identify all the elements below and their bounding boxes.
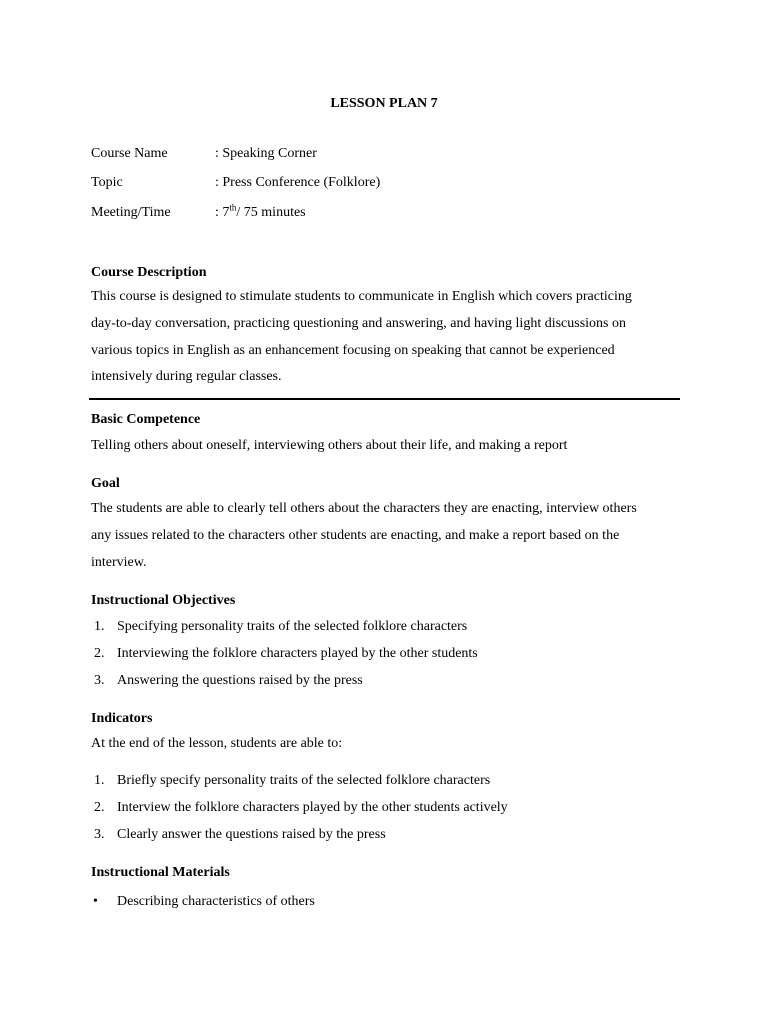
- list-item-text: Interviewing the folklore characters played by the other students: [117, 646, 478, 661]
- list-number: 1.: [94, 772, 105, 788]
- list-item: [91, 667, 681, 694]
- meta-key: Course Name: [91, 146, 168, 161]
- section-body: [91, 284, 681, 391]
- bullet-icon: •: [93, 894, 98, 909]
- paragraph-line: interview.: [91, 554, 147, 570]
- section-heading: Indicators: [91, 711, 153, 726]
- list-number: 3.: [94, 673, 105, 688]
- instructional-materials-section: [91, 864, 681, 915]
- section-heading: Instructional Objectives: [91, 593, 236, 608]
- list-item: [91, 794, 681, 821]
- meta-value: : Press Conference (Folklore): [215, 175, 381, 190]
- paragraph-line: The students are able to clearly tell others about the characters they are enacting, interview others: [91, 501, 637, 516]
- list-item-text: Interview the folklore characters played by the other students actively: [117, 799, 508, 815]
- indicators-section: [91, 710, 681, 848]
- list-item: [91, 888, 681, 915]
- basic-competence-section: [91, 411, 681, 460]
- meta-value-superscript: th: [229, 202, 237, 213]
- list-item: [91, 821, 681, 848]
- meta-value-suffix: / 75 minutes: [236, 205, 306, 220]
- paragraph-line: day-to-day conversation, practicing questioning and answering, and having light discussions on: [91, 315, 627, 331]
- meta-value: : Speaking Corner: [215, 146, 317, 161]
- list-item: [91, 640, 681, 667]
- list-number: 2.: [94, 799, 105, 815]
- indicators-list: [91, 767, 681, 848]
- instructional-objectives-section: [91, 592, 681, 694]
- objectives-list: [91, 613, 681, 694]
- section-body: [91, 496, 681, 576]
- meta-value-prefix: : 7: [215, 205, 230, 220]
- list-number: 2.: [94, 646, 105, 661]
- list-item-text: Answering the questions raised by the press: [117, 673, 363, 688]
- paragraph-line: This course is designed to stimulate students to communicate in English which covers practicing: [91, 289, 632, 304]
- section-heading: Goal: [91, 476, 120, 491]
- section-heading: Basic Competence: [91, 412, 201, 427]
- section-heading: Course Description: [91, 265, 207, 280]
- list-number: 3.: [94, 826, 105, 842]
- paragraph-line: intensively during regular classes.: [91, 369, 282, 385]
- goal-section: [91, 475, 681, 576]
- meta-key: Topic: [91, 175, 123, 190]
- section-heading: Instructional Materials: [91, 865, 230, 880]
- materials-list: [91, 888, 681, 915]
- meta-value: [215, 204, 306, 222]
- list-item-text: Briefly specify personality traits of the selected folklore characters: [117, 772, 491, 788]
- list-item: [91, 767, 681, 794]
- meta-course-name: [91, 145, 691, 163]
- list-item-text: Specifying personality traits of the selected folklore characters: [117, 619, 468, 634]
- meta-meeting-time: [91, 204, 691, 222]
- list-item-text: Describing characteristics of others: [117, 894, 315, 909]
- paragraph-line: At the end of the lesson, students are able to:: [91, 736, 343, 751]
- paragraph-line: Telling others about oneself, interviewing others about their life, and making a report: [91, 438, 568, 453]
- list-item-text: Clearly answer the questions raised by the press: [117, 826, 386, 842]
- meta-key: Meeting/Time: [91, 205, 171, 220]
- course-description-section: [91, 264, 681, 391]
- list-number: 1.: [94, 619, 105, 634]
- page-title: LESSON PLAN 7: [330, 96, 438, 111]
- paragraph-line: various topics in English as an enhancement focusing on speaking that cannot be experienced: [91, 342, 615, 358]
- list-item: [91, 613, 681, 640]
- meta-topic: [91, 174, 691, 192]
- paragraph-line: any issues related to the characters other students are enacting, and make a report based on the: [91, 527, 620, 543]
- horizontal-rule: [89, 398, 680, 400]
